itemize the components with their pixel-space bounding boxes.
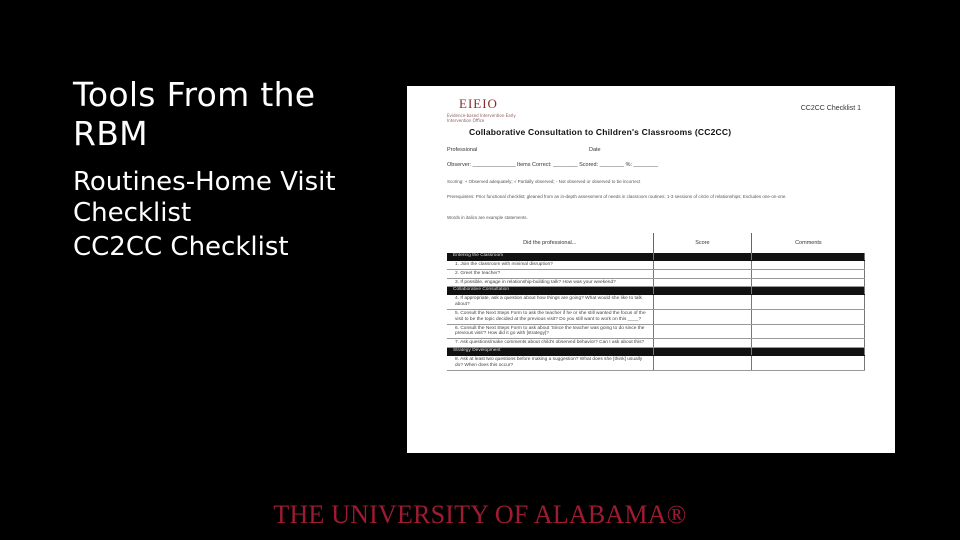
observer-line: Observer: ______________ Items Correct: ________ Scored: ________ %: ________ [447,162,658,168]
checklist-document-image [407,86,895,453]
eieio-logo: EIEIO [459,96,498,111]
section-row [447,287,865,295]
column-header-comments: Comments [795,240,822,246]
slide-title [73,75,315,153]
section-label: Entering the Classroom [447,253,653,261]
table-row [447,339,865,348]
bullet-routines: Routines-Home Visit [73,167,336,197]
bullet-checklist: Checklist [73,198,192,228]
bullet-cc2cc: CC2CC Checklist [73,232,289,262]
table-row [447,269,865,278]
italics-note: Words in italics are example statements. [447,215,528,220]
column-header-score: Score [653,233,752,253]
table-row [447,355,865,370]
date-label: Date [589,147,601,153]
section-row [447,253,865,261]
prerequisites-blurb: Prerequisites: Prior functional checklist; gleaned from an in-depth assessment of needs in classroom routines; 1-3 sessions of circle of relationships; Excludes one-on-one. [447,194,787,199]
professional-label: Professional [447,147,478,153]
checklist-item: 5. Consult the Next Steps Form to ask the teacher if he or she still wanted the focus of the visit to be the topic decided at the previous visit? Do you still want to work on this ____? [447,309,653,324]
checklist-table [447,233,865,371]
table-row [447,278,865,287]
logo-subtitle: Evidence-based Intervention Early Intervention Office [447,113,516,123]
table-row [447,324,865,339]
section-row [447,347,865,355]
title-line-1: Tools From the [73,75,316,114]
table-row [447,295,865,310]
scoring-blurb: Scoring: + Observed adequately; √ Partially observed; - Not observed or observed to be incorrect [447,179,641,184]
checklist-item: 1. Join the classroom with minimal disruption? [447,261,653,270]
section-label: Strategy Development [447,347,653,355]
checklist-item: 6. Consult the Next Steps Form to ask about 'Since the teacher was going to do since the previous visit'? How did it go with [strategy]? [447,324,653,339]
table-row [447,261,865,270]
slide-body [73,167,336,263]
checklist-item: 7. Ask questions/make comments about child's observed behavior? Can I ask about this? [447,339,653,348]
document-title: Collaborative Consultation to Children's Classrooms (CC2CC) [469,127,732,137]
table-row [447,309,865,324]
section-label: Collaborative Consultation [447,287,653,295]
checklist-item: 2. Greet the teacher? [447,269,653,278]
column-header-professional: Did the professional... [447,233,653,253]
page-reference: CC2CC Checklist 1 [800,105,861,112]
checklist-item: 4. If appropriate, ask a question about how things are going? What would she like to talk about? [447,295,653,310]
checklist-item: 3. If possible, engage in relationship-building talk? How was your weekend? [447,278,653,287]
university-wordmark: THE UNIVERSITY OF ALABAMA® [273,500,687,529]
title-line-2: RBM [73,114,148,153]
checklist-item: 8. Ask at least two questions before making a suggestion? What does she [think] usually do? When does this occur? [447,355,653,370]
